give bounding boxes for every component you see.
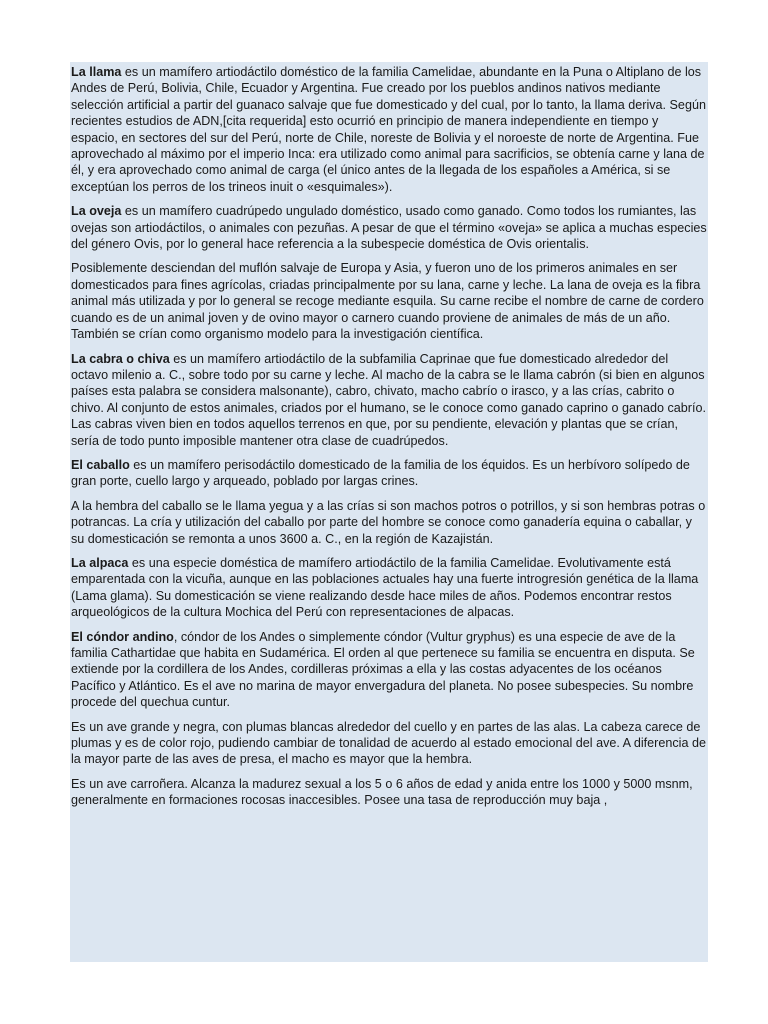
term-oveja: La oveja xyxy=(71,204,122,219)
paragraph-text: es un mamífero cuadrúpedo ungulado doméstico, usado como ganado. Como todos los rumiantes, las ovejas son artiodáctilos, o animales con pezuñas. A pesar de que el término «oveja» se aplica a muchas especies del género Ovis, por lo general hace referencia a la subespecie doméstica de Ovis orientalis. xyxy=(71,204,707,252)
paragraph-condor xyxy=(71,629,707,711)
paragraph-text: es un mamífero artiodáctilo doméstico de la familia Camelidae, abundante en la Puna o Altiplano de los Andes de Perú, Bolivia, Chile, Ecuador y Argentina. Fue creado por los pueblos andinos nativos mediante selección artificial a partir del guanaco salvaje que fue domesticado y del cual, por lo tanto, la llama deriva. Según recientes estudios de ADN,[cita requerida] esto ocurrió en principio de manera independiente en tiempo y espacio, en sectores del sur del Perú, norte de Chile, noreste de Bolivia y el noroeste de norte de Argentina. Fue aprovechado al máximo por el imperio Inca: era utilizado como animal para sacrificios, se obtenía carne y lana de él, y era aprovechado como animal de carga (el único antes de la llegada de los españoles a América, si se exceptúan los perros de los trineos inuit o «esquimales»). xyxy=(71,65,706,194)
paragraph-text: es un mamífero artiodáctilo de la subfamilia Caprinae que fue domesticado alrededor del octavo milenio a. C., sobre todo por su carne y leche. Al macho de la cabra se le llama cabrón (si bien en algunos países esta palabra se considera malsonante), cabro, chivato, macho cabrío o irasco, y a las crías, cabrito o chivo. Al conjunto de estos animales, criados por el humano, se le conoce como ganado caprino o ganado cabrío. Las cabras viven bien en todos aquellos terrenos en que, por su pendiente, elevación y plantas que se crían, sería de todo punto imposible mantener otra clase de cuadrúpedos. xyxy=(71,351,706,448)
term-cabra: La cabra o chiva xyxy=(71,351,170,366)
document-body xyxy=(70,62,708,962)
paragraph-condor-reproduccion xyxy=(71,776,707,809)
paragraph-oveja xyxy=(71,203,707,252)
term-alpaca: La alpaca xyxy=(71,555,129,570)
paragraph-text: es una especie doméstica de mamífero artiodáctilo de la familia Camelidae. Evolutivamente está emparentada con la vicuña, aunque en las poblaciones actuales hay una fuerte introgresión genética de la llama (Lama glama). Su domesticación se viene realizando desde hace miles de años. Podemos encontrar restos arqueológicos de la cultura Mochica del Perú con representaciones de alpacas. xyxy=(71,555,699,620)
paragraph-text: , cóndor de los Andes o simplemente cóndor (Vultur gryphus) es una especie de ave de la familia Cathartidae que habita en Sudamérica. El orden al que pertenece su familia se encuentra en disputa. Se extiende por la cordillera de los Andes, cordilleras próximas a ella y las costas adyacentes de los océanos Pacífico y Atlántico. Es el ave no marina de mayor envergadura del planeta. No posee subespecies. Su nombre procede del quechua cuntur. xyxy=(71,629,695,710)
term-llama: La llama xyxy=(71,65,122,79)
paragraph-text: es un mamífero perisodáctilo domesticado de la familia de los équidos. Es un herbívoro solípedo de gran porte, cuello largo y arqueado, poblado por largas crines. xyxy=(71,457,690,489)
term-caballo: El caballo xyxy=(71,457,130,472)
paragraph-oveja-origin xyxy=(71,260,707,342)
paragraph-caballo xyxy=(71,457,707,490)
paragraph-cabra xyxy=(71,351,707,449)
paragraph-text: Posiblemente desciendan del muflón salvaje de Europa y Asia, y fueron uno de los primeros animales en ser domesticados para fines agrícolas, criadas principalmente por su lana, carne y leche. La lana de oveja es la fibra animal más utilizada y por lo general se recoge mediante esquila. Su carne recibe el nombre de carne de cordero cuando es de un animal joven y de ovino mayor o carnero cuando proviene de animales de más de un año. También se crían como organismo modelo para la investigación científica. xyxy=(71,261,704,342)
paragraph-text: Es un ave grande y negra, con plumas blancas alrededor del cuello y en partes de las alas. La cabeza carece de plumas y es de color rojo, pudiendo cambiar de tonalidad de acuerdo al estado emocional del ave. A diferencia de la mayor parte de las aves de presa, el macho es mayor que la hembra. xyxy=(71,719,706,767)
paragraph-caballo-cria xyxy=(71,498,707,547)
paragraph-condor-aspecto xyxy=(71,719,707,768)
paragraph-alpaca xyxy=(71,555,707,621)
paragraph-llama xyxy=(71,64,707,195)
paragraph-text: A la hembra del caballo se le llama yegua y a las crías si son machos potros o potrillos, y si son hembras potras o potrancas. La cría y utilización del caballo por parte del hombre se conoce como ganadería equina o caballar, y su domesticación se remonta a unos 3600 a. C., en la región de Kazajistán. xyxy=(71,498,706,546)
term-condor: El cóndor andino xyxy=(71,629,174,644)
paragraph-text: Es un ave carroñera. Alcanza la madurez sexual a los 5 o 6 años de edad y anida entre los 1000 y 5000 msnm, generalmente en formaciones rocosas inaccesibles. Posee una tasa de reproducción muy baja , xyxy=(71,776,693,808)
